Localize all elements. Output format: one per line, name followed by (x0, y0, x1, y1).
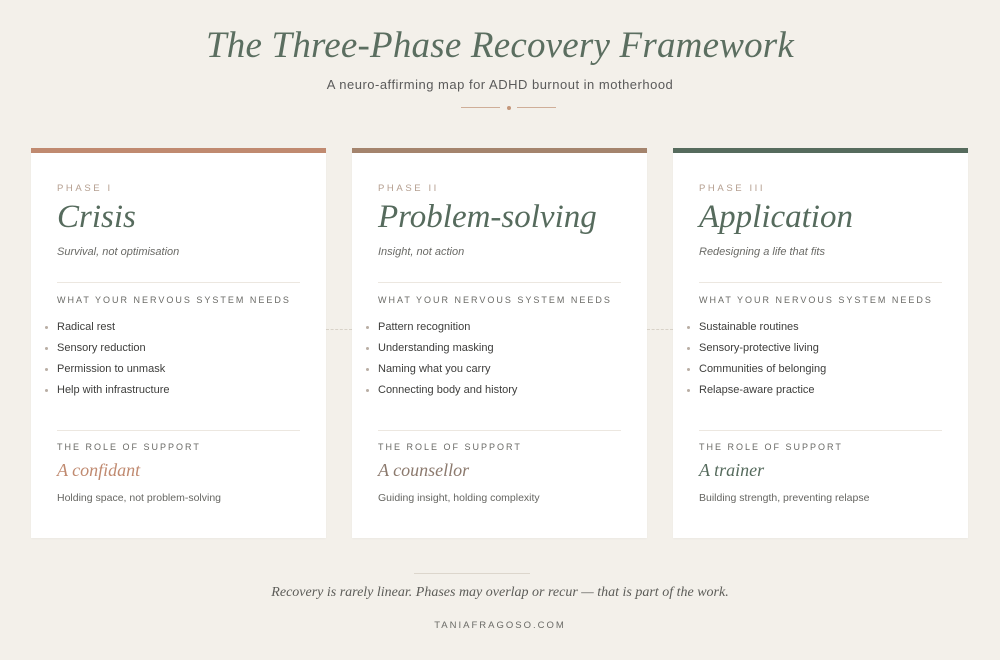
phase-card-application (673, 148, 968, 538)
list-item (699, 317, 826, 338)
bullet-icon (687, 389, 690, 392)
need-text: Radical rest (57, 321, 116, 333)
page-title: The Three-Phase Recovery Framework (206, 25, 794, 66)
list-item (699, 338, 826, 359)
footer-divider (414, 573, 530, 574)
need-text: Naming what you carry (378, 363, 491, 375)
support-heading: THE ROLE OF SUPPORT (378, 442, 522, 452)
bullet-icon (366, 326, 369, 329)
needs-list (378, 317, 517, 401)
phase-tagline: Survival, not optimisation (57, 246, 180, 258)
need-text: Help with infrastructure (57, 384, 170, 396)
section-divider (57, 430, 300, 431)
phase-connector-2-3 (647, 329, 673, 330)
footer-note: Recovery is rarely linear. Phases may overlap or recur — that is part of the work. (271, 585, 729, 600)
phase-tagline: Redesigning a life that fits (699, 246, 825, 258)
bullet-icon (45, 326, 48, 329)
need-text: Sensory-protective living (699, 342, 819, 354)
need-text: Permission to unmask (57, 363, 166, 375)
needs-list (699, 317, 826, 401)
section-divider (378, 430, 621, 431)
list-item (57, 317, 170, 338)
phase-card-problem-solving (352, 148, 647, 538)
support-description: Building strength, preventing relapse (699, 492, 870, 504)
list-item (699, 380, 826, 401)
needs-list (57, 317, 170, 401)
list-item (378, 380, 517, 401)
section-divider (57, 282, 300, 283)
bullet-icon (687, 368, 690, 371)
bullet-icon (366, 347, 369, 350)
section-divider (378, 282, 621, 283)
bullet-icon (45, 347, 48, 350)
support-role: A counsellor (378, 460, 470, 480)
list-item (378, 317, 517, 338)
support-description: Holding space, not problem-solving (57, 492, 222, 504)
phase-card-crisis (31, 148, 326, 538)
needs-heading: WHAT YOUR NERVOUS SYSTEM NEEDS (57, 295, 291, 305)
need-text: Relapse-aware practice (699, 384, 815, 396)
title-ornament (461, 104, 557, 112)
phase-name: Crisis (57, 199, 136, 235)
bullet-icon (687, 326, 690, 329)
bullet-icon (687, 347, 690, 350)
phase-label: PHASE II (378, 183, 439, 194)
need-text: Pattern recognition (378, 321, 471, 333)
list-item (57, 359, 170, 380)
phase-tagline: Insight, not action (378, 246, 465, 258)
bullet-icon (45, 389, 48, 392)
ornament-line-right (517, 107, 556, 108)
list-item (378, 338, 517, 359)
phase-name: Problem-solving (378, 199, 597, 235)
support-heading: THE ROLE OF SUPPORT (57, 442, 201, 452)
bullet-icon (45, 368, 48, 371)
support-heading: THE ROLE OF SUPPORT (699, 442, 843, 452)
need-text: Understanding masking (378, 342, 494, 354)
need-text: Sensory reduction (57, 342, 146, 354)
support-role: A confidant (57, 460, 141, 480)
ornament-line-left (461, 107, 500, 108)
phase-connector-1-2 (326, 329, 352, 330)
phase-label: PHASE III (699, 183, 766, 194)
page-subtitle: A neuro-affirming map for ADHD burnout in motherhood (326, 77, 674, 92)
site-url: TANIAFRAGOSO.COM (434, 620, 566, 631)
list-item (378, 359, 517, 380)
needs-heading: WHAT YOUR NERVOUS SYSTEM NEEDS (699, 295, 933, 305)
list-item (699, 359, 826, 380)
ornament-dot (507, 106, 511, 110)
need-text: Communities of belonging (699, 363, 827, 375)
bullet-icon (366, 368, 369, 371)
support-role: A trainer (699, 460, 765, 480)
bullet-icon (366, 389, 369, 392)
phase-name: Application (699, 199, 853, 235)
needs-heading: WHAT YOUR NERVOUS SYSTEM NEEDS (378, 295, 612, 305)
list-item (57, 380, 170, 401)
section-divider (699, 430, 942, 431)
need-text: Sustainable routines (699, 321, 799, 333)
section-divider (699, 282, 942, 283)
phase-label: PHASE I (57, 183, 113, 194)
list-item (57, 338, 170, 359)
need-text: Connecting body and history (378, 384, 518, 396)
support-description: Guiding insight, holding complexity (378, 492, 540, 504)
